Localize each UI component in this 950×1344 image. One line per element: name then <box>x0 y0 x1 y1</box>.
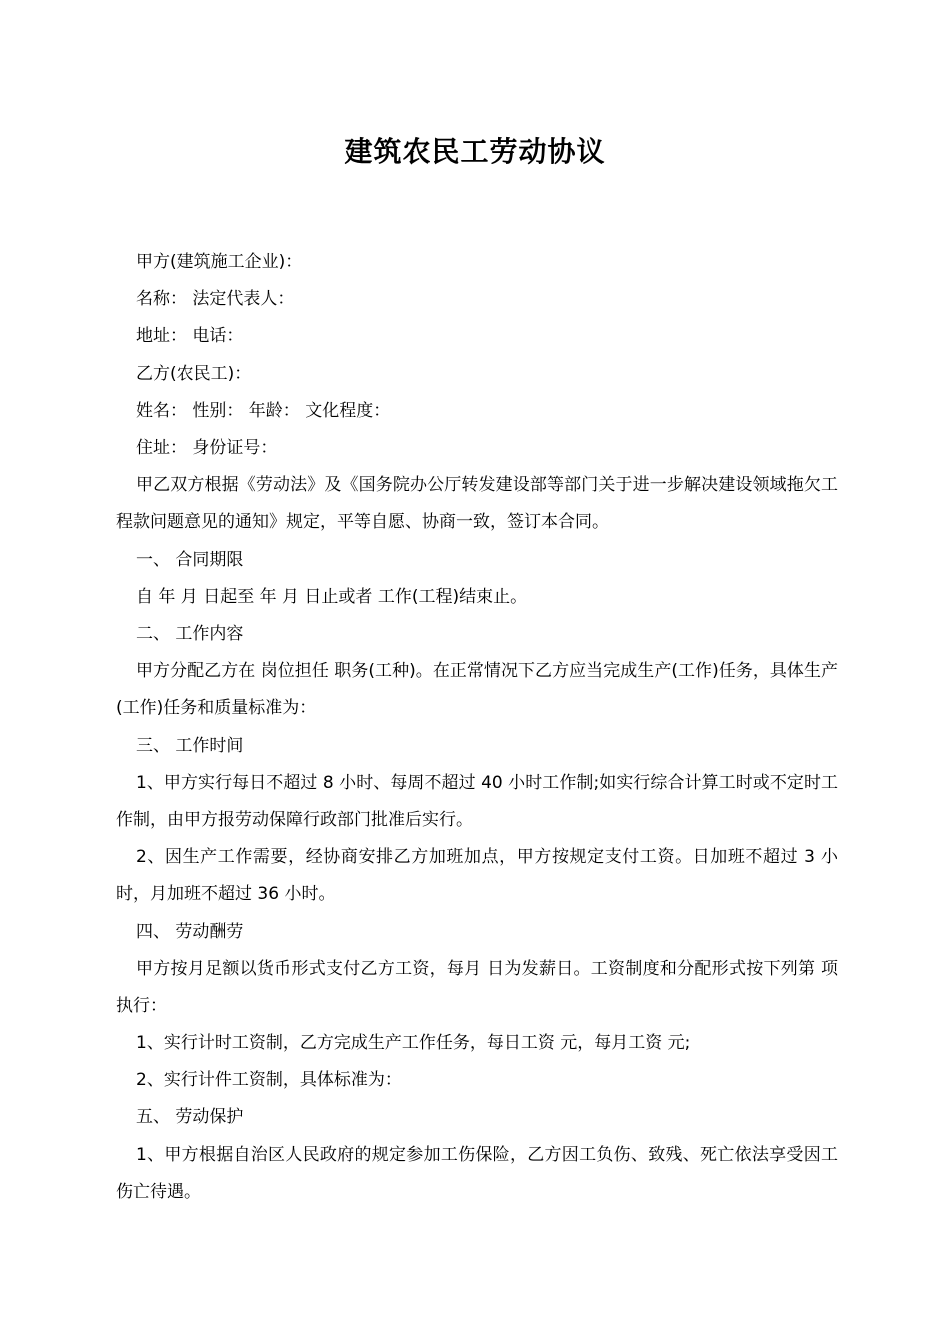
work-time-clause-2: 2、因生产工作需要，经协商安排乙方加班加点，甲方按规定支付工资。日加班不超过 3 小时，月加班不超过 36 小时。 <box>116 847 838 905</box>
party-a-name-line: 名称： 法定代表人： <box>136 289 295 310</box>
document-body <box>116 244 838 1211</box>
term-paragraph: 自 年 月 日起至 年 月 日止或者 工作(工程)结束止。 <box>136 586 528 607</box>
remuneration-clause-1: 1、实行计时工资制，乙方完成生产工作任务，每日工资 元，每月工资 元; <box>136 1033 691 1054</box>
section-heading-work-content: 二、 工作内容 <box>136 623 244 644</box>
document-title: 建筑农民工劳动协议 <box>344 135 606 168</box>
section-heading-protection: 五、 劳动保护 <box>136 1107 244 1128</box>
preamble-paragraph: 甲乙双方根据《劳动法》及《国务院办公厅转发建设部等部门关于进一步解决建设领域拖欠工程款问题意见的通知》规定，平等自愿、协商一致，签订本合同。 <box>116 475 838 533</box>
remuneration-paragraph: 甲方按月足额以货币形式支付乙方工资，每月 日为发薪日。工资制度和分配形式按下列第 项执行： <box>116 958 838 1016</box>
protection-clause-1: 1、甲方根据自治区人民政府的规定参加工伤保险，乙方因工负伤、致残、死亡依法享受因工伤亡待遇。 <box>116 1144 838 1202</box>
party-b-info-line: 姓名： 性别： 年龄： 文化程度： <box>136 400 391 421</box>
party-b-address-line: 住址： 身份证号： <box>136 437 278 458</box>
work-content-paragraph: 甲方分配乙方在 岗位担任 职务(工种)。在正常情况下乙方应当完成生产(工作)任务，具体生产(工作)任务和质量标准为： <box>116 661 838 719</box>
party-a-heading: 甲方(建筑施工企业)： <box>136 252 303 272</box>
section-heading-term: 一、 合同期限 <box>136 549 244 570</box>
remuneration-clause-2: 2、实行计件工资制，具体标准为： <box>136 1070 402 1091</box>
party-a-address-line: 地址： 电话： <box>136 326 244 347</box>
section-heading-work-time: 三、 工作时间 <box>136 735 244 756</box>
section-heading-remuneration: 四、 劳动酬劳 <box>136 921 244 942</box>
work-time-clause-1: 1、甲方实行每日不超过 8 小时、每周不超过 40 小时工作制;如实行综合计算工时或不定时工作制，由甲方报劳动保障行政部门批准后实行。 <box>116 772 838 830</box>
party-b-heading: 乙方(农民工)： <box>136 363 252 384</box>
